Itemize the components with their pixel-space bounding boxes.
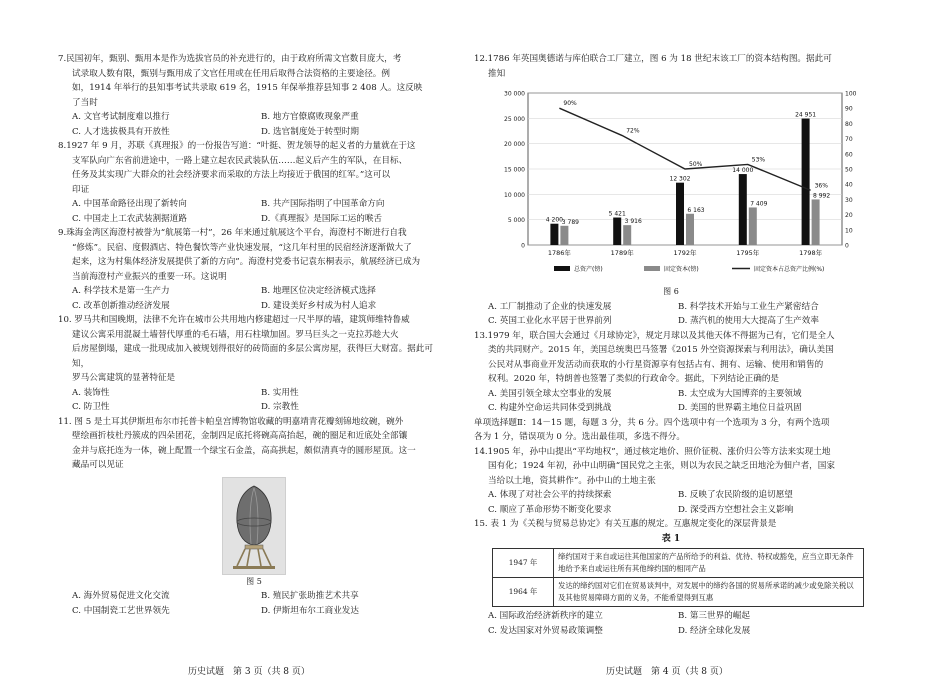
question-line: 建议公寓采用混凝土墙替代厚重的毛石墙，用石柱墩加固。罗马巨头之一克拉苏趁大火 (72, 329, 399, 340)
data-label-ratio: 50% (689, 161, 703, 168)
options (474, 488, 868, 517)
right-axis-tick-label: 70 (845, 136, 853, 144)
x-axis-tick-label: 1798年 (799, 249, 823, 257)
left-axis-tick-label: 0 (521, 242, 525, 250)
bar-total-assets (676, 183, 684, 245)
right-axis-tick-label: 100 (845, 90, 857, 98)
options (58, 197, 450, 226)
question-line: 推知 (488, 68, 506, 79)
question-line: 支军队向广东省前进途中，一路上建立起农民武装队伍……起义后产生的军队，在目标、 (72, 155, 408, 166)
table-cell-text: 缔约国对于来自或运往其他国家的产品所给予的利益、优待、特权或豁免，应当立即无条件地给予来自或运往所有其他缔约国的相同产品 (554, 549, 864, 578)
option-c[interactable]: C. 中国走上工农武装割据道路 (72, 213, 187, 224)
option-c[interactable]: C. 构建外空命运共同体受到挑战 (488, 403, 612, 413)
question-line: 印证 (72, 184, 90, 195)
option-a[interactable]: A. 科学技术是第一生产力 (72, 286, 170, 296)
data-label-total: 5 421 (608, 210, 626, 218)
options (474, 300, 868, 329)
question-14 (474, 445, 868, 518)
question-line: 试录取人数有限，甄别与甄用成了文官任用或在任用后取得合法资格的主要途径。例 (72, 68, 390, 79)
option-c[interactable]: C. 英国工业化水平居于世界前列 (488, 316, 612, 326)
question-15 (474, 517, 868, 638)
question-line: 14.1905 年，孙中山提出“平均地权”，通过核定地价、照价征税、涨价归公等方法来实现土地 (474, 446, 831, 457)
option-a[interactable]: A. 国际政治经济新秩序的建立 (488, 611, 603, 621)
question-9 (58, 226, 450, 313)
right-axis-tick-label: 80 (845, 120, 853, 128)
bar-fixed-capital (623, 225, 631, 245)
question-7 (58, 52, 450, 139)
right-axis-tick-label: 40 (845, 181, 853, 189)
data-label-fixed: 7 409 (750, 200, 768, 208)
question-11 (58, 415, 450, 619)
data-label-fixed: 3 916 (624, 218, 642, 226)
right-axis-tick-label: 60 (845, 151, 853, 159)
bar-fixed-capital (560, 226, 568, 245)
option-b[interactable]: B. 殖民扩张助推艺术共享 (261, 591, 359, 601)
legend-swatch-fixed (644, 266, 660, 271)
question-line: 11. 图 5 是土耳其伊斯坦布尔市托普卡帕皇宫博物馆收藏的明嘉靖青花瓣刻锦地纹碗，碗外 (58, 416, 404, 427)
question-line: 了当时 (72, 97, 98, 108)
options (58, 284, 450, 313)
option-d[interactable]: D. 美国的世界霸主地位日益巩固 (678, 403, 802, 413)
right-page (474, 52, 868, 638)
question-line: 7.民国初年，甄别、甄用本是作为选拔官员的补充进行的，由于政府所需文官数目庞大，考 (58, 54, 402, 64)
table-cell-year: 1964 年 (493, 578, 554, 607)
porcelain-bowl-figure (222, 477, 286, 575)
bar-fixed-capital (812, 199, 820, 245)
left-axis-tick-label: 25 000 (504, 115, 525, 123)
question-line: 金并与底托连为一体，碗上配置一个绿宝石金盖，高高拱起，颇似清真寺的圆形屋顶。这一 (72, 445, 416, 456)
option-a[interactable]: A. 文官考试制度难以推行 (72, 112, 170, 122)
options (58, 386, 450, 415)
question-line: “修炼”。民宿、度假酒店、特色餐饮等产业快速发展，“这几年村里的民宿经济逐渐做大了 (72, 242, 412, 253)
question-line: 8.1927 年 9 月，苏联《真理报》的一份报告写道：“叶挺、贺龙领导的起义者的力量就在于这 (58, 141, 416, 151)
legend-label-total: 总资产(镑) (574, 266, 603, 273)
option-c[interactable]: C. 改革创新推动经济发展 (72, 300, 170, 311)
option-a[interactable]: A. 体现了对社会公平的持续探索 (488, 490, 612, 500)
question-line: 当给以土地，资其耕作”。孙中山的土地主张 (488, 475, 656, 486)
options (58, 589, 450, 618)
section-instructions (474, 416, 868, 445)
option-d[interactable]: D. 深受西方空想社会主义影响 (678, 504, 794, 515)
left-axis-tick-label: 10 000 (504, 191, 525, 199)
question-10 (58, 313, 450, 415)
figure-6-caption: 图 6 (663, 287, 679, 296)
data-label-fixed: 8 992 (813, 192, 831, 200)
option-c[interactable]: C. 防卫性 (72, 402, 110, 412)
instruction-line: 各为 1 分，错误项为 0 分。选出最佳项，多选不得分。 (474, 432, 685, 442)
x-axis-tick-label: 1789年 (610, 249, 634, 257)
right-axis-tick-label: 30 (845, 196, 853, 204)
option-b[interactable]: B. 地方官僚腐败现象严重 (261, 112, 359, 122)
page-footer-left: 历史试题 第 3 页（共 8 页） (188, 667, 310, 677)
x-axis-tick-label: 1795年 (736, 249, 760, 257)
option-b[interactable]: B. 第三世界的崛起 (678, 611, 750, 621)
data-label-total: 24 951 (795, 111, 817, 119)
question-line: 罗马公寓建筑的显著特征是 (72, 373, 176, 383)
option-b[interactable]: B. 太空成为大国博弈的主要领域 (678, 388, 802, 399)
option-a[interactable]: A. 工厂制推动了企业的快速发展 (488, 301, 612, 312)
options (58, 110, 450, 139)
x-axis-tick-label: 1786年 (547, 249, 571, 257)
option-d[interactable]: D.《真理报》是国际工运的喉舌 (261, 213, 383, 224)
left-axis-tick-label: 30 000 (504, 90, 525, 98)
question-line: 如，1914 年举行的县知事考试共录取 619 名，1915 年保举推荐县知事 2 408 人。这反映 (72, 83, 423, 93)
table-1-title: 表 1 (661, 533, 681, 544)
options (474, 387, 868, 416)
left-axis-tick-label: 5 000 (507, 217, 525, 225)
bar-total-assets (802, 119, 810, 245)
bar-fixed-capital (749, 207, 757, 245)
porcelain-bowl-image (223, 478, 285, 574)
bar-total-assets (613, 218, 621, 245)
question-13 (474, 329, 868, 416)
option-b[interactable]: B. 地理区位决定经济模式选择 (261, 286, 376, 296)
left-page (58, 52, 450, 618)
right-axis-tick-label: 0 (845, 242, 849, 250)
option-d[interactable]: D. 蒸汽机的使用大大提高了生产效率 (678, 316, 819, 326)
question-8 (58, 139, 450, 226)
question-line: 国有化；1924 年初，孙中山明确“国民党之主张，则以为农民之缺乏田地沦为佃户者，国家 (488, 461, 835, 471)
option-a[interactable]: A. 装饰性 (72, 387, 110, 398)
question-line: 起来，这为村集体经济发展提供了新的方向”。海澄村党委书记袁东桐表示，航展经济已成为 (72, 257, 421, 267)
data-label-fixed: 6 163 (687, 206, 705, 214)
table-row (493, 578, 864, 607)
option-b[interactable]: B. 科学技术开始与工业生产紧密结合 (678, 301, 819, 312)
question-line: 13.1979 年，联合国大会通过《月球协定》，规定月球以及其他天体不得据为己有，它们是全人 (474, 330, 835, 341)
question-line: 后房屋倒塌，建成一批现成加入被规划得很好的砖筒面的多层公寓房屋，获得巨大财富。据此可知， (72, 344, 433, 369)
data-label-ratio: 90% (563, 100, 577, 108)
left-axis-tick-label: 20 000 (504, 141, 525, 149)
data-label-ratio: 72% (626, 127, 640, 135)
question-line: 15. 表 1 为《关税与贸易总协定》有关互惠的规定。互惠规定变化的深层背景是 (474, 519, 777, 529)
option-c[interactable]: C. 人才选拔极具有开放性 (72, 126, 170, 137)
data-label-ratio: 53% (751, 156, 766, 164)
right-axis-tick-label: 50 (845, 166, 853, 174)
x-axis-tick-label: 1792年 (673, 249, 697, 257)
legend-swatch-total (554, 266, 570, 271)
options (474, 609, 868, 638)
option-c[interactable]: C. 中国制瓷工艺世界领先 (72, 605, 170, 616)
chart-svg (488, 85, 874, 285)
right-axis-tick-label: 90 (845, 105, 853, 113)
option-a[interactable]: A. 海外贸易促进文化交流 (72, 591, 170, 601)
instruction-line: 单项选择题Ⅱ：14－15 题，每题 3 分，共 6 分。四个选项中有一个选项为 3 分，有两个选项 (474, 417, 830, 428)
right-axis-tick-label: 20 (845, 212, 853, 220)
option-b[interactable]: B. 反映了农民阶级的追切愿望 (678, 490, 793, 500)
question-line: 类的共同财产。2015 年，美国总统奥巴马签署《2015 外空资源探索与利用法》，确认美国 (488, 345, 834, 355)
question-line: 9.珠海金湾区海澄村被誉为“航展第一村”，26 年来通过航展这个平台，海澄村不断进行自我 (58, 228, 407, 238)
bar-fixed-capital (686, 214, 694, 245)
data-label-fixed: 3 789 (561, 218, 579, 226)
data-label-total: 4 200 (545, 216, 563, 224)
question-line: 藏品可以见证 (72, 460, 124, 470)
option-c[interactable]: C. 发达国家对外贸易政策调整 (488, 625, 603, 636)
left-axis-tick-label: 15 000 (504, 166, 525, 174)
question-line: 权利。2020 年，特朗普也签署了类似的行政命令。据此，下列结论正确的是 (488, 374, 780, 384)
question-line: 当前海澄村产业振兴的重要一环。这说明 (72, 271, 227, 282)
capital-structure-chart (488, 85, 874, 285)
option-d[interactable]: D. 宗教性 (261, 402, 299, 412)
option-d[interactable]: D. 选官制度处于转型时期 (261, 126, 359, 137)
table-cell-year: 1947 年 (493, 549, 554, 578)
table-row (493, 549, 864, 578)
option-c[interactable]: C. 顺应了革命形势不断变化要求 (488, 504, 612, 515)
option-b[interactable]: B. 实用性 (261, 387, 299, 398)
table-cell-text: 发达的缔约国对它们在贸易谈判中，对发展中的缔约各国的贸易所承诺的减少或免除关税以及其他贸易障碍方面的义务，不能希望得到互惠 (554, 578, 864, 607)
bar-total-assets (739, 174, 747, 245)
question-line: 壁绘画折枝杜丹簇成的四朵团花，金制四足底托将碗高高抬起，碗的圈足和近底处全部镶 (72, 431, 408, 441)
question-line: 任务及其实现广大群众的社会经济要求而采取的方法上均接近于俄国的红军。”这可以 (72, 170, 391, 180)
question-line: 公民对从事商业开发活动而获取的小行星资源享有包括占有、拥有、运输、使用和销售的 (488, 359, 824, 370)
data-label-ratio: 36% (814, 182, 828, 190)
option-a[interactable]: A. 中国革命路径出现了新转向 (72, 199, 187, 209)
option-a[interactable]: A. 美国引领全球太空事业的发展 (488, 388, 612, 399)
right-axis-tick-label: 10 (845, 227, 853, 235)
data-label-total: 12 302 (669, 175, 691, 183)
question-line: 10. 罗马共和国晚期，法律不允许在城市公共用地内修建超过一尺半厚的墙，建筑师维特鲁威 (58, 315, 410, 325)
question-12 (474, 52, 868, 329)
question-line: 12.1786 年英国奥德诺与库伯联合工厂建立，图 6 为 18 世纪末该工厂的资本结构图。据此可 (474, 54, 832, 64)
table-1 (492, 548, 864, 607)
legend-label-ratio: 固定资本占总资产比例(%) (754, 266, 825, 273)
option-d[interactable]: D. 伊斯坦布尔工商业发达 (261, 605, 359, 616)
option-b[interactable]: B. 共产国际指明了中国革命方向 (261, 199, 385, 209)
option-d[interactable]: D. 建设美好乡村成为村人追求 (261, 300, 377, 311)
figure-5-caption: 图 5 (246, 576, 262, 586)
option-d[interactable]: D. 经济全球化发展 (678, 625, 751, 636)
bar-total-assets (550, 224, 558, 245)
data-label-total: 14 000 (732, 167, 754, 175)
page-footer-right: 历史试题 第 4 页（共 8 页） (606, 667, 728, 677)
legend-label-fixed: 固定资本(镑) (664, 266, 699, 273)
